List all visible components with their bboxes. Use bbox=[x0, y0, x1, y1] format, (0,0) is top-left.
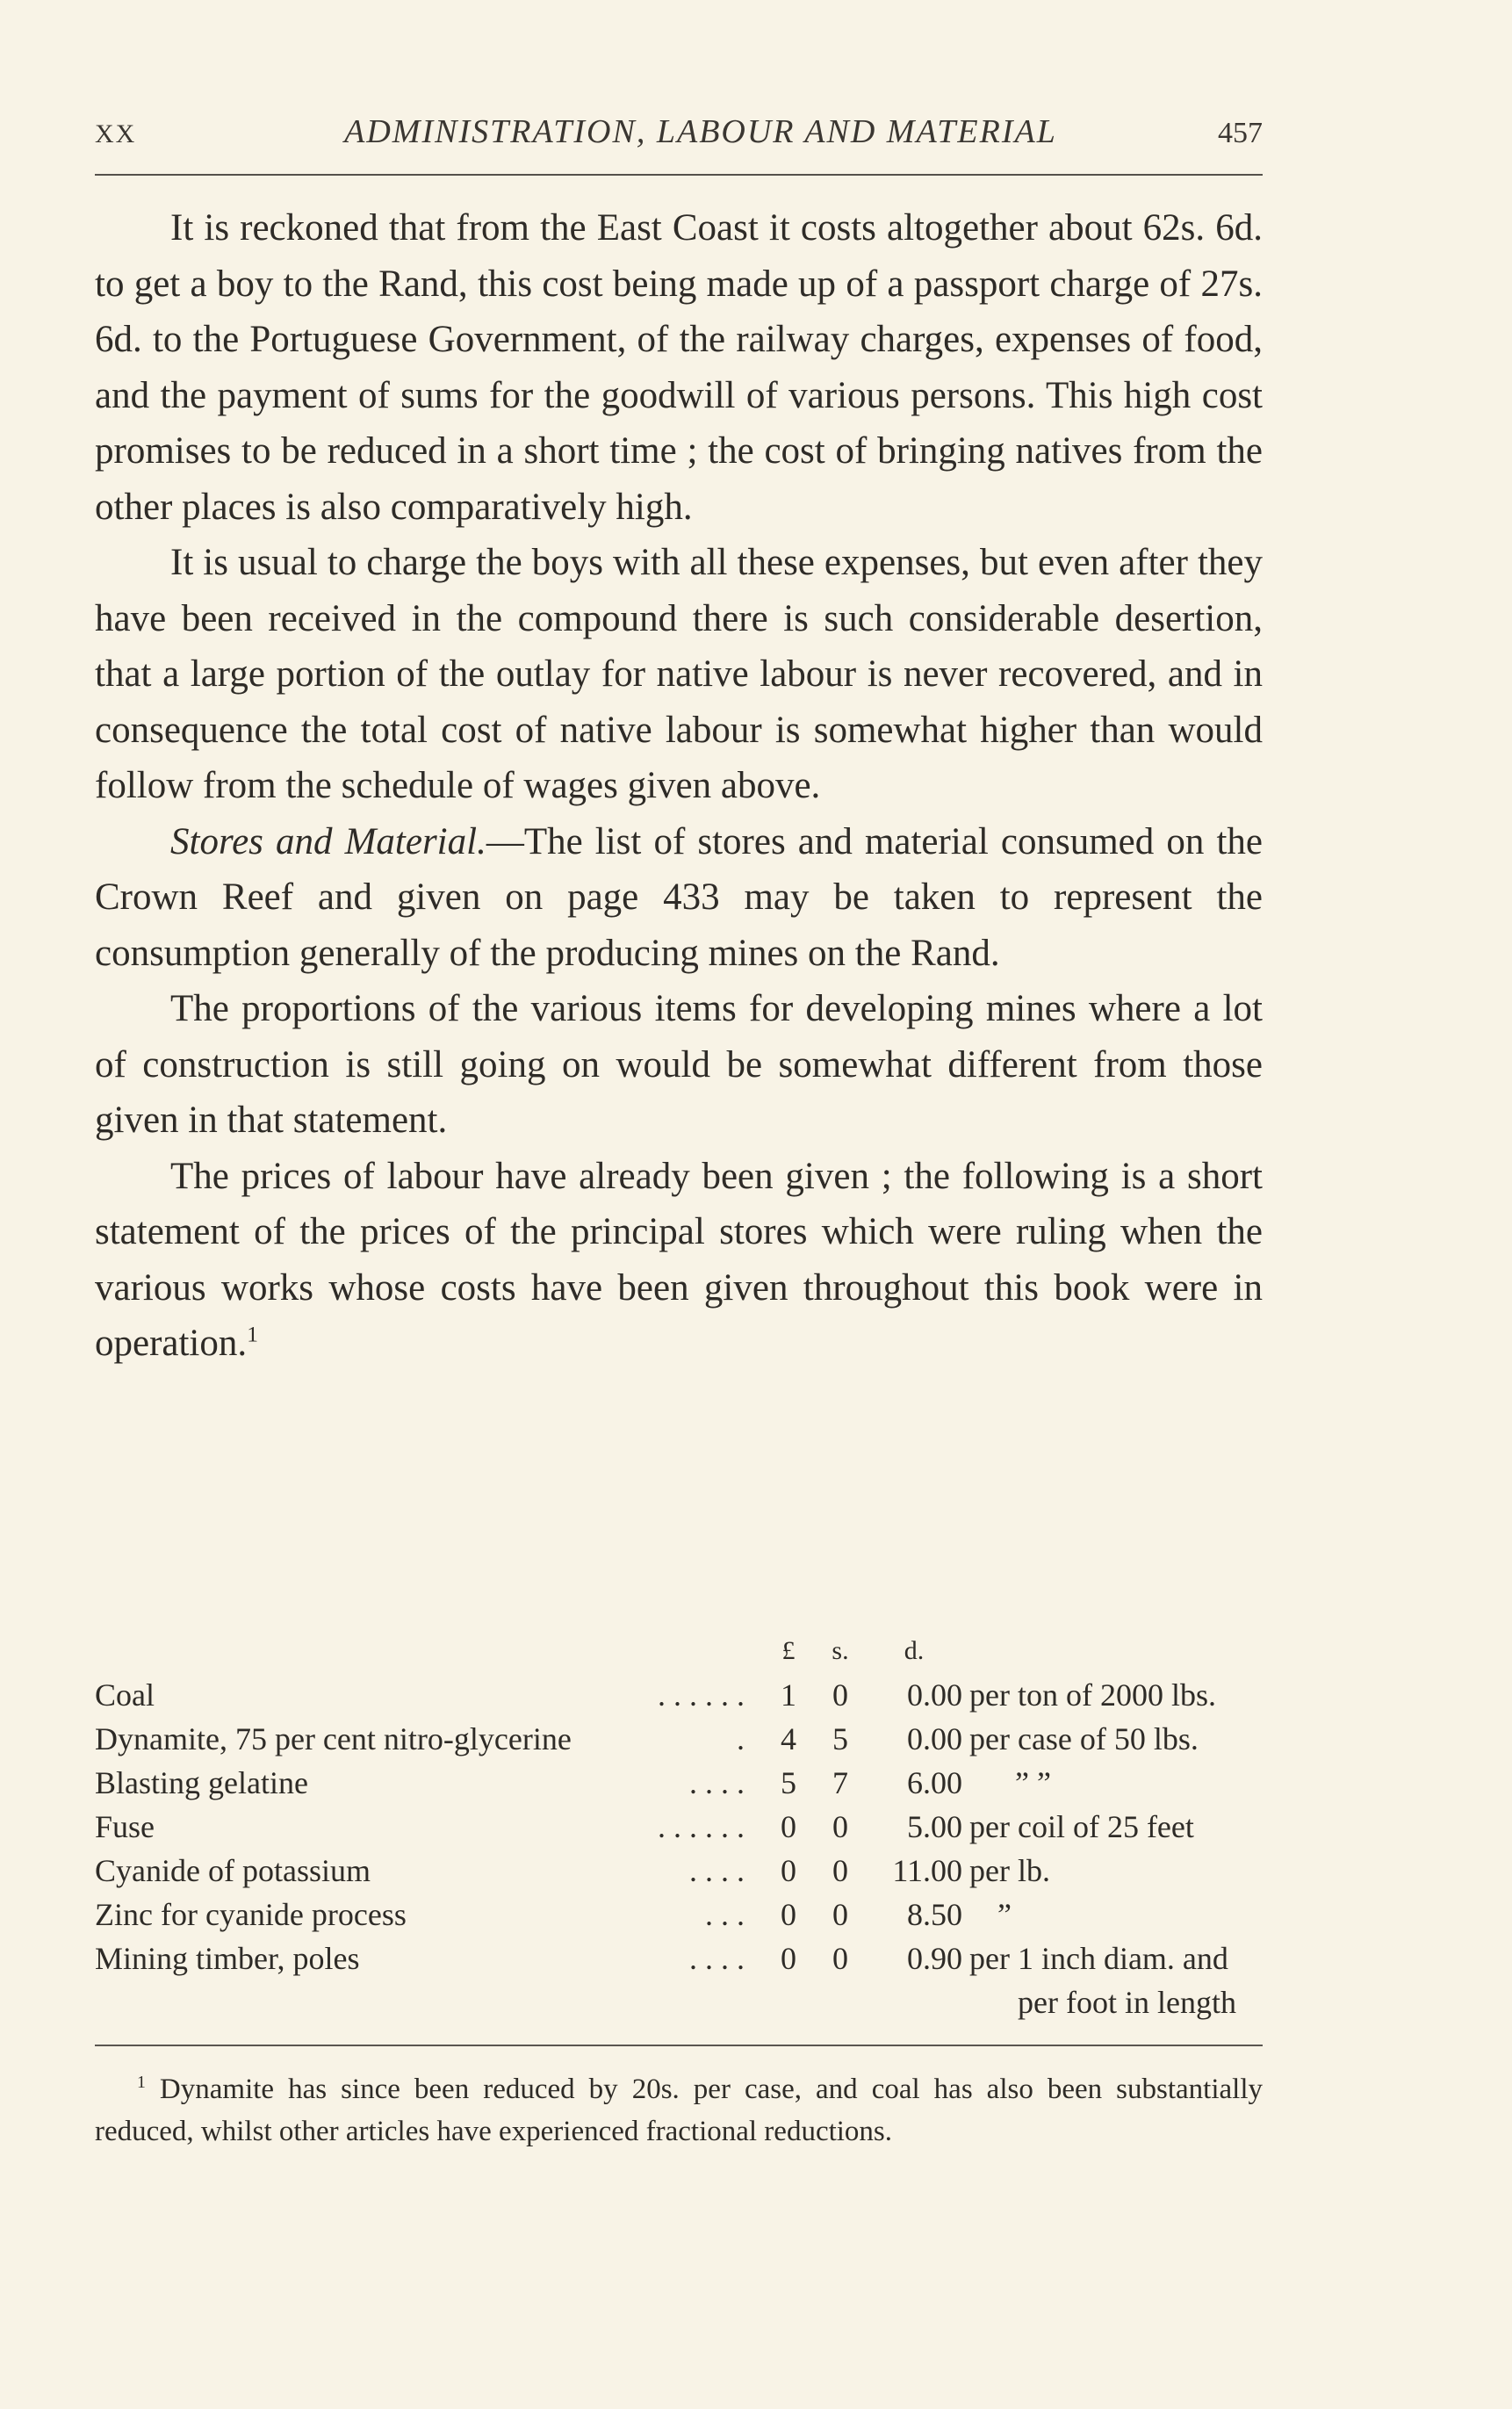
table-header bbox=[95, 1629, 1263, 1673]
item-name: Fuse bbox=[95, 1809, 155, 1844]
table-row-continuation: per foot in length bbox=[1018, 1985, 1236, 2020]
dot-leader: . bbox=[737, 1721, 745, 1756]
section-heading: Stores and Material. bbox=[170, 820, 486, 862]
item-name: Blasting gelatine bbox=[95, 1765, 308, 1800]
item-name: Dynamite, 75 per cent nitro-glycerine bbox=[95, 1721, 572, 1756]
paragraph: The proportions of the various items for developing mines where a lot of construction is still going on would be somewhat different from those given in that statement. bbox=[95, 988, 1263, 1141]
footnote-ref[interactable]: 1 bbox=[247, 1321, 259, 1347]
paragraph: It is usual to charge the boys with all these expenses, but even after they have been received in the compound there is such considerable desertion, that a large portion of the outlay for native labour is never recovered, and in consequence the total cost of native labour is somewhat higher than would follow from the schedule of wages given above. bbox=[95, 542, 1263, 806]
item-name: Cyanide of potassium bbox=[95, 1853, 371, 1888]
item-name: Coal bbox=[95, 1677, 155, 1713]
header-shillings: s. bbox=[832, 1636, 849, 1665]
dot-leader: . . . . bbox=[689, 1853, 745, 1888]
table-row: Zinc for cyanide process . . . 0 0 8.50 ” bbox=[95, 1893, 1263, 1937]
table-row: Coal . . . . . . 1 0 0.00 per ton of 2000 lbs. bbox=[95, 1673, 1263, 1717]
footnote-rule bbox=[95, 2045, 1263, 2046]
running-title: ADMINISTRATION, LABOUR AND MATERIAL bbox=[344, 113, 1057, 150]
dot-leader: . . . . bbox=[689, 1941, 745, 1976]
body-text bbox=[95, 200, 1263, 1372]
footnote-marker: 1 bbox=[137, 2073, 146, 2092]
table-row: Fuse . . . . . . 0 0 5.00 per coil of 25 feet bbox=[95, 1805, 1263, 1849]
header-pounds: £ bbox=[781, 1636, 796, 1665]
running-head bbox=[95, 112, 1263, 162]
item-name: Mining timber, poles bbox=[95, 1941, 360, 1976]
table-row: Cyanide of potassium . . . . 0 0 11.00 per lb. bbox=[95, 1849, 1263, 1893]
dot-leader: . . . . . . bbox=[658, 1677, 745, 1713]
paragraph: Stores and Material.—The list of stores and material consumed on the Crown Reef and given on page 433 may be taken to represent the consumption generally of the producing mines on the Rand. bbox=[95, 820, 1263, 974]
paragraph: The prices of labour have already been given ; the following is a short statement of the prices of the principal stores which were ruling when the various works whose costs have been given throughout this book were in operation.$^1$ bbox=[95, 1155, 1263, 1364]
price-table bbox=[95, 1629, 1263, 2024]
item-name: Zinc for cyanide process bbox=[95, 1897, 407, 1932]
footnote bbox=[95, 2068, 1263, 2153]
header-rule bbox=[95, 174, 1263, 176]
table-row: Dynamite, 75 per cent nitro-glycerine . 4 5 0.00 per case of 50 lbs. bbox=[95, 1717, 1263, 1761]
table-row: Blasting gelatine . . . . 5 7 6.00 ” ” bbox=[95, 1761, 1263, 1805]
dot-leader: . . . bbox=[705, 1897, 745, 1932]
dot-leader: . . . . bbox=[689, 1765, 745, 1800]
page-number: 457 bbox=[1218, 117, 1263, 149]
table-row: Mining timber, poles . . . . 0 0 0.90 per 1 inch diam. and bbox=[95, 1937, 1263, 1980]
header-pence: d. bbox=[904, 1636, 925, 1665]
paragraph: It is reckoned that from the East Coast it costs altogether about 62s. 6d. to get a boy to the Rand, this cost being made up of a passport charge of 27s. 6d. to the Portuguese Government, of the railway charges, expenses of food, and the payment of sums for the goodwill of various persons. This high cost promises to be reduced in a short time ; the cost of bringing natives from the other places is also comparatively high. bbox=[95, 207, 1263, 528]
chapter-number: XX bbox=[95, 119, 137, 148]
dot-leader: . . . . . . bbox=[658, 1809, 745, 1844]
footnote-text: Dynamite has since been reduced by 20s. per case, and coal has also been substantially reduced, whilst other articles have experienced fractional reductions. bbox=[95, 2074, 1263, 2147]
